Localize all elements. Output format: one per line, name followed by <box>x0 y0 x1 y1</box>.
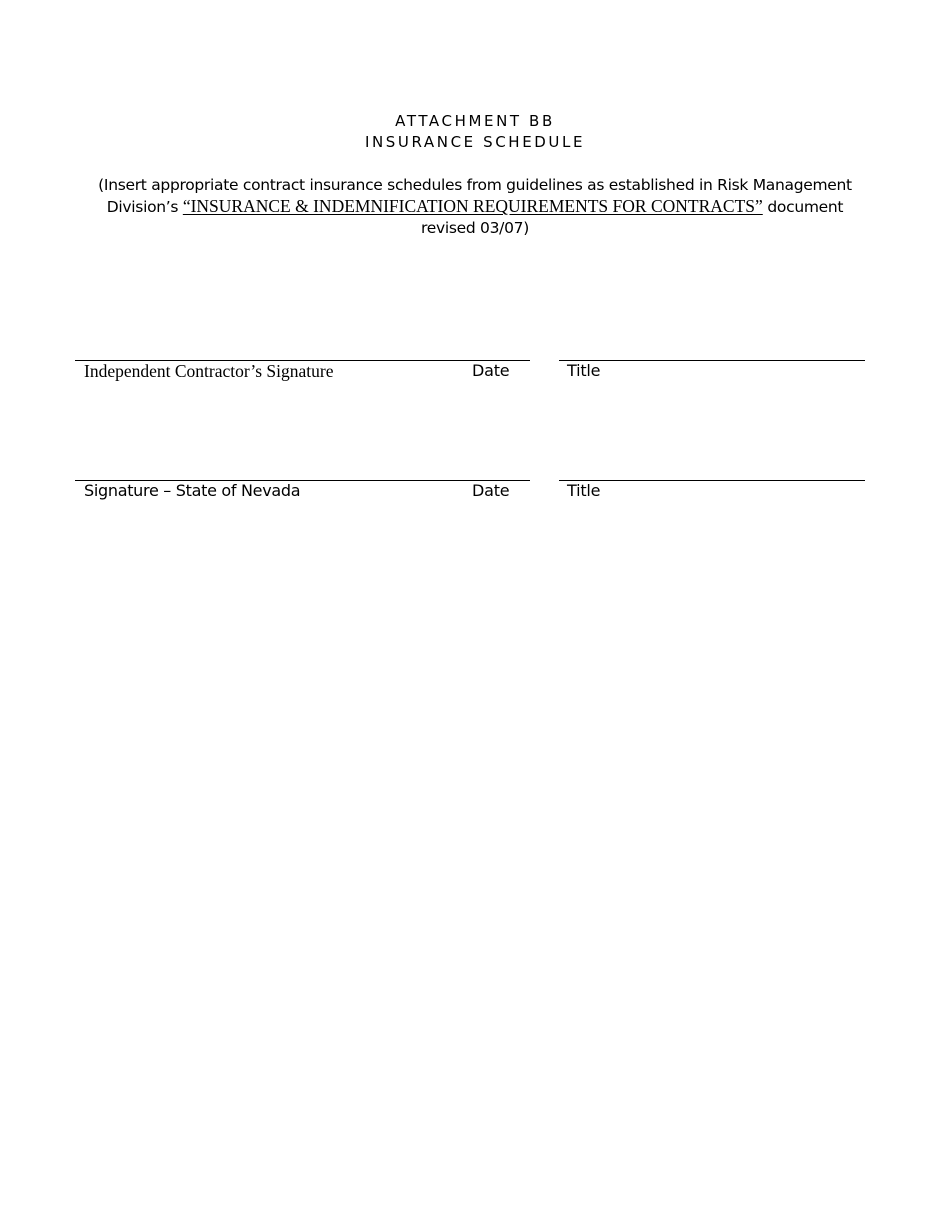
state-signature-block <box>0 480 950 520</box>
state-signature-label <box>84 481 300 501</box>
state-signature-label-prefix: Signature – <box>84 481 176 500</box>
attachment-heading: ATTACHMENT BB <box>395 112 555 130</box>
contractor-date-label: Date <box>472 361 510 380</box>
instructions-paragraph <box>80 175 870 239</box>
state-title-label: Title <box>567 481 601 500</box>
schedule-heading: INSURANCE SCHEDULE <box>364 133 586 151</box>
contractor-signature-label: Independent Contractor’s Signature <box>84 361 334 381</box>
state-signature-label-state: State of Nevada <box>175 481 301 500</box>
state-date-label: Date <box>472 481 510 500</box>
instructions-text-end: document revised 03/07) <box>421 198 844 237</box>
referenced-document-title: “INSURANCE & INDEMNIFICATION REQUIREMENTS FOR CONTRACTS” <box>182 196 763 216</box>
contractor-title-line <box>559 360 865 361</box>
contractor-signature-block <box>0 360 950 400</box>
state-title-line <box>559 480 865 481</box>
contractor-title-label: Title <box>567 361 601 380</box>
instructions-text-start: (Insert appropriate contract insurance schedules from guidelines as established in Risk Management Division’s <box>98 176 852 216</box>
